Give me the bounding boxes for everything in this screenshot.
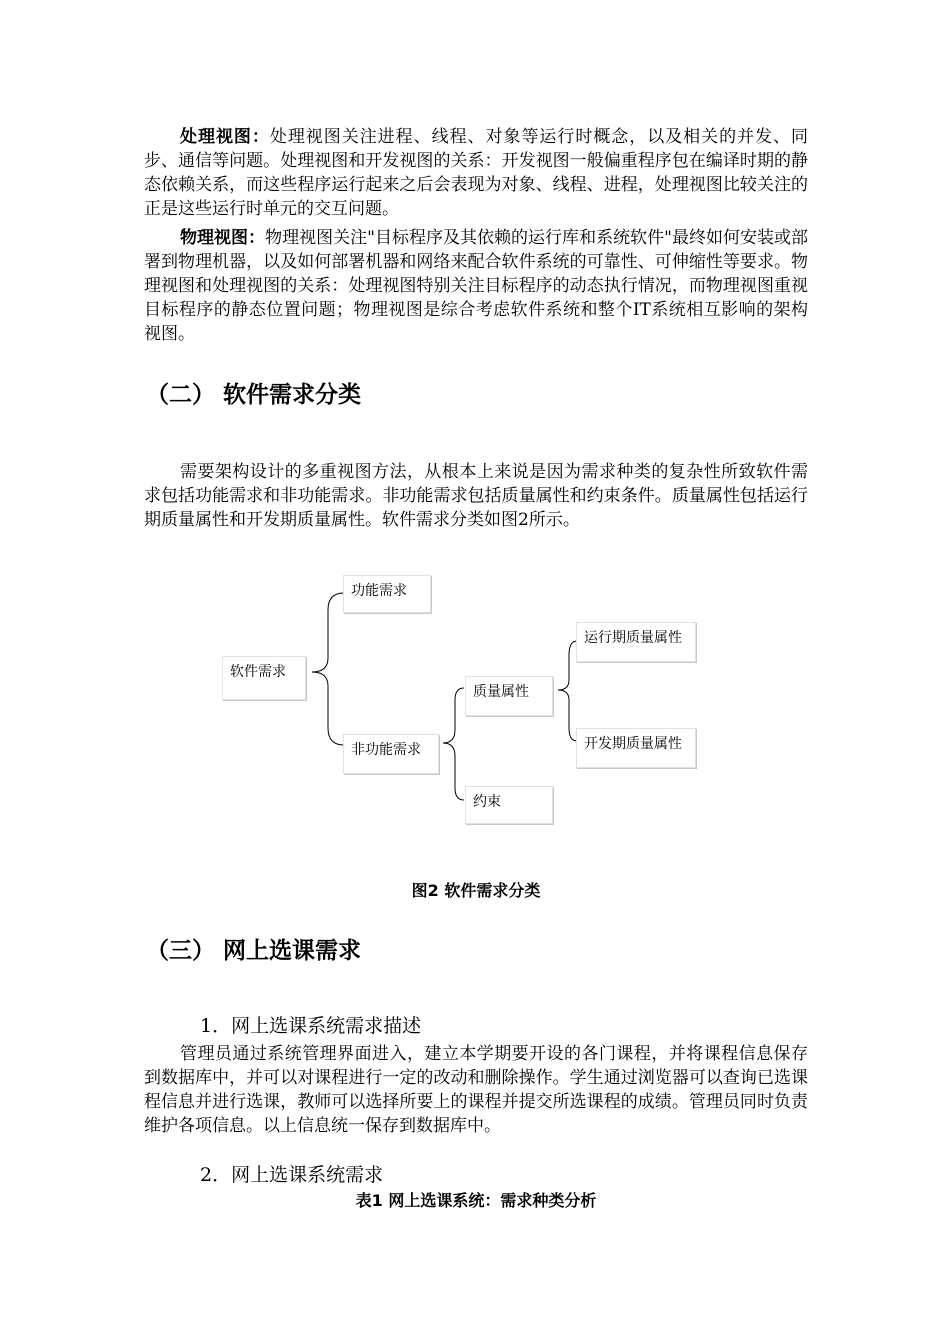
node-devtime-quality xyxy=(576,728,696,768)
paragraph-requirement-classification: 需要架构设计的多重视图方法，从根本上来说是因为需求种类的复杂性所致软件需求包括功能需求和非功能需求。非功能需求包括质量属性和约束条件。质量属性包括运行期质量属性和开发期质量属性。软件需求分类如图2所示。 xyxy=(144,462,808,530)
physical-view-label: 物理视图： xyxy=(180,228,266,248)
table-caption: 表1 网上选课系统：需求种类分析 xyxy=(355,1191,597,1210)
physical-view-text: 物理视图关注"目标程序及其依赖的运行库和系统软件"最终如何安装或部署到物理机器，以及如何部署机器和网络来配合软件系统的可靠性、可伸缩性等要求。物理视图和处理视图的关系：处理视图特别关注目标程序的动态执行情况，而物理视图重视目标程序的静态位置问题；物理视图是综合考虑软件系统和整个IT系统相互影响的架构视图。 xyxy=(144,228,809,344)
paragraph-system-description: 管理员通过系统管理界面进入，建立本学期要开设的各门课程，并将课程信息保存到数据库中，并可以对课程进行一定的改动和删除操作。学生通过浏览器可以查询已选课程信息并进行选课，教师可以选择所要上的课程并提交所选课程的成绩。管理员同时负责维护各项信息。以上信息统一保存到数据库中。 xyxy=(144,1044,808,1136)
node-software-requirements-label: 软件需求 xyxy=(230,664,286,680)
node-quality-attributes xyxy=(465,676,553,716)
node-constraints xyxy=(465,786,553,824)
node-nonfunctional-requirements xyxy=(343,734,439,774)
section-heading-online-course-selection: （三） 网上选课需求 xyxy=(146,938,362,964)
node-functional-requirements xyxy=(343,575,431,613)
process-view-text: 处理视图关注进程、线程、对象等运行时概念，以及相关的并发、同步、通信等问题。处理视图和开发视图的关系：开发视图一般偏重程序包在编译时期的静态依赖关系，而这些程序运行起来之后会表现为对象、线程、进程，处理视图比较关注的正是这些运行时单元的交互问题。 xyxy=(144,127,809,219)
node-runtime-quality xyxy=(576,622,696,662)
node-software-requirements xyxy=(222,656,306,700)
subheading-system-description: 1．网上选课系统需求描述 xyxy=(200,1015,422,1037)
process-view-label: 处理视图： xyxy=(180,127,270,147)
node-constraints-label: 约束 xyxy=(473,794,501,810)
figure-caption: 图2 软件需求分类 xyxy=(411,881,541,900)
node-devtime-quality-label: 开发期质量属性 xyxy=(584,736,682,752)
node-quality-attributes-label: 质量属性 xyxy=(473,684,529,700)
node-functional-requirements-label: 功能需求 xyxy=(351,583,407,599)
subheading-system-requirements: 2．网上选课系统需求 xyxy=(200,1164,384,1186)
section-heading-requirement-classification: （二） 软件需求分类 xyxy=(146,382,362,408)
node-nonfunctional-requirements-label: 非功能需求 xyxy=(351,742,421,758)
node-runtime-quality-label: 运行期质量属性 xyxy=(584,630,682,646)
